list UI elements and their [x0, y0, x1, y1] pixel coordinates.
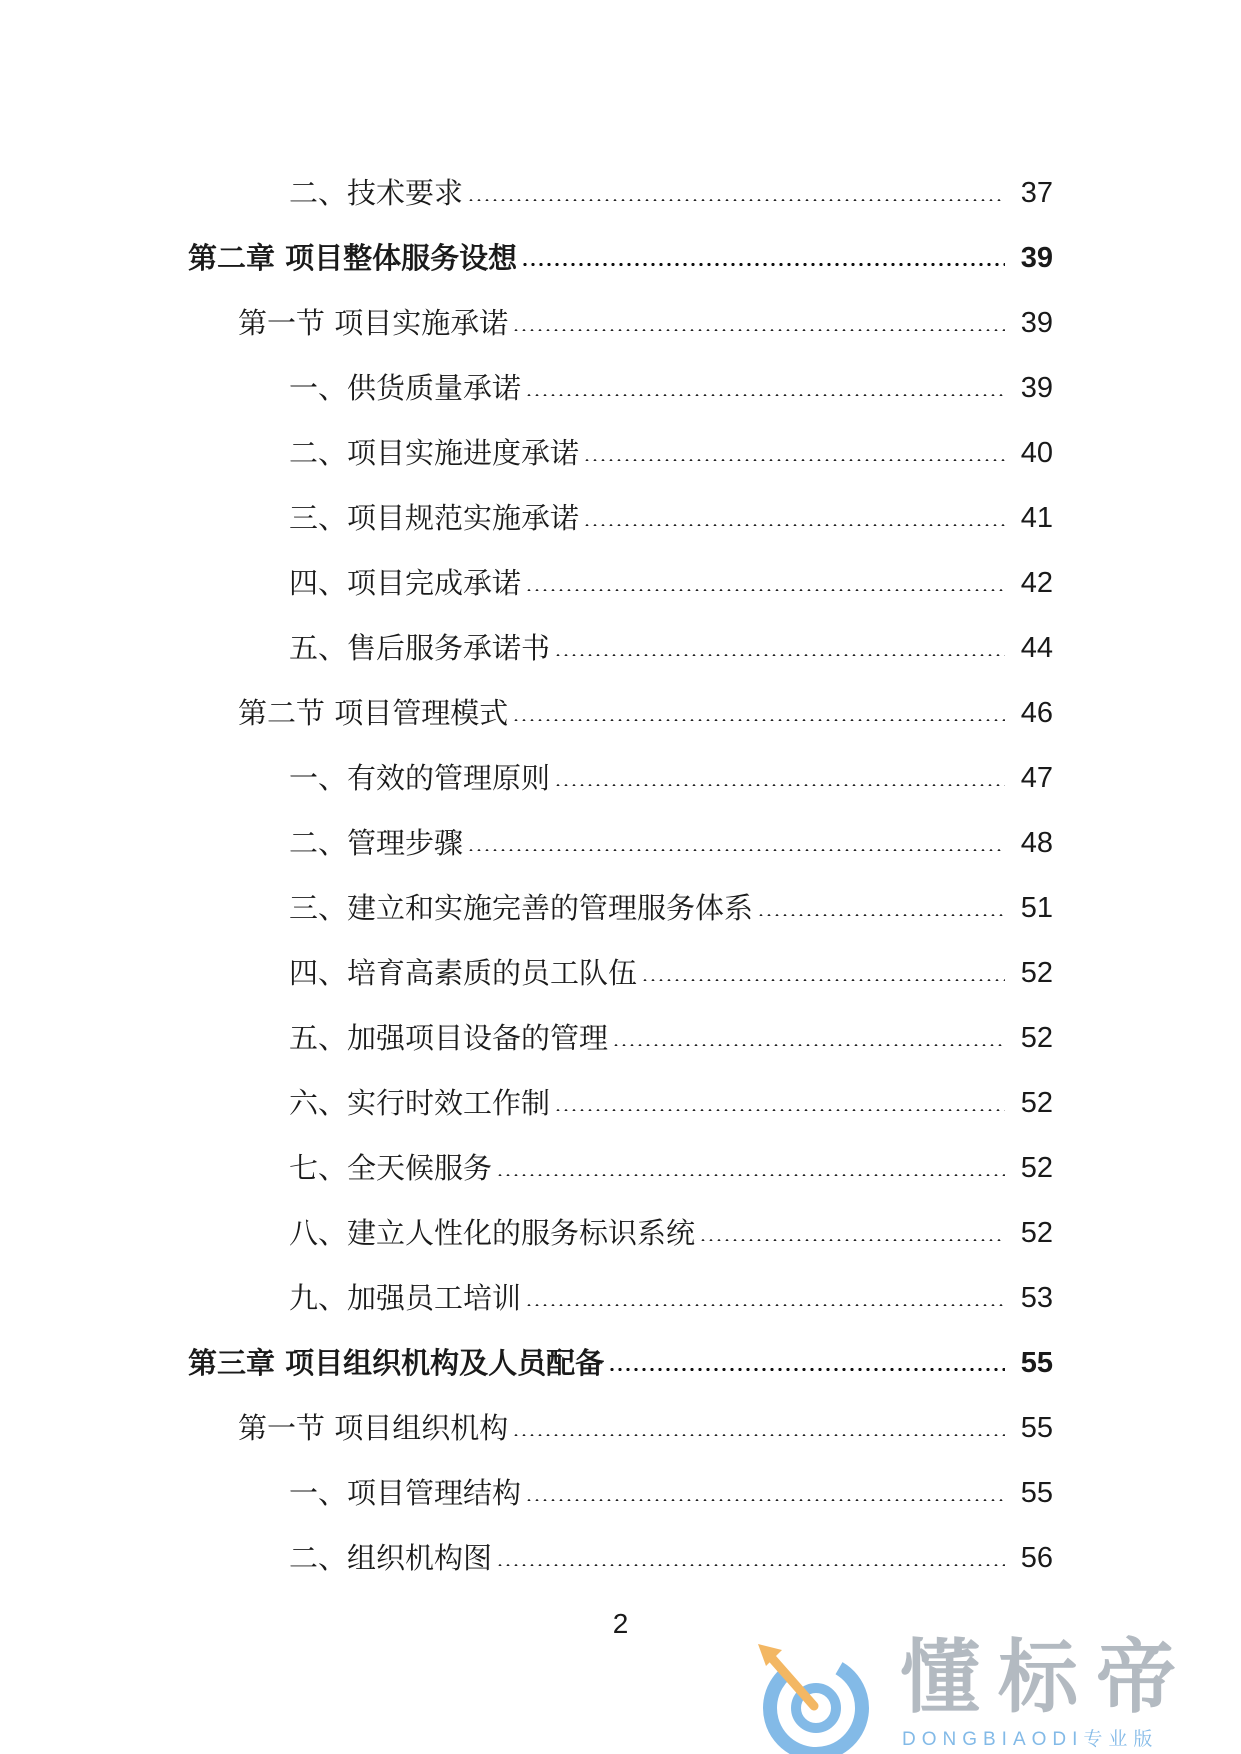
toc-dot-leader: [525, 589, 1005, 591]
toc-dot-leader: [496, 1174, 1005, 1176]
toc-entry-title: 二、管理步骤: [289, 825, 464, 860]
toc-entry-page: 52: [1020, 1086, 1053, 1119]
toc-entry-title: 二、技术要求: [289, 175, 464, 210]
toc-entry-page: 48: [1020, 826, 1053, 859]
toc-dot-leader: [757, 914, 1005, 916]
toc-entry-page: 42: [1020, 566, 1053, 599]
toc-entry[interactable]: [0, 550, 1241, 615]
toc-entry[interactable]: [0, 1395, 1241, 1460]
target-arrow-icon: [752, 1636, 892, 1754]
toc-entry[interactable]: [0, 420, 1241, 485]
toc-entry[interactable]: [0, 290, 1241, 355]
toc-entry-page: 44: [1020, 631, 1053, 664]
toc-entry-title: 第二章 项目整体服务设想: [188, 240, 518, 275]
toc-entry-title: 一、供货质量承诺: [289, 370, 522, 405]
toc-entry-page: 46: [1020, 696, 1053, 729]
toc-dot-leader: [554, 654, 1005, 656]
toc-dot-leader: [525, 394, 1005, 396]
toc-dot-leader: [554, 784, 1005, 786]
toc-entry-title: 一、有效的管理原则: [289, 760, 551, 795]
toc-entry[interactable]: [0, 940, 1241, 1005]
toc-entry-page: 37: [1020, 176, 1053, 209]
watermark-title: 懂标帝: [900, 1631, 1194, 1724]
toc-entry[interactable]: [0, 615, 1241, 680]
toc-entry[interactable]: [0, 1135, 1241, 1200]
toc-entry[interactable]: [0, 160, 1241, 225]
toc-dot-leader: [512, 1434, 1005, 1436]
toc-entry[interactable]: [0, 1200, 1241, 1265]
toc-entry-title: 五、售后服务承诺书: [289, 630, 551, 665]
toc-entry[interactable]: [0, 225, 1241, 290]
page-number: 2: [612, 1608, 629, 1639]
toc-entry-title: 第一节 项目组织机构: [238, 1410, 509, 1445]
toc-entry-title: 四、项目完成承诺: [289, 565, 522, 600]
toc-entry[interactable]: [0, 1330, 1241, 1395]
toc-dot-leader: [496, 1564, 1005, 1566]
toc-entry-page: 52: [1020, 956, 1053, 989]
toc-entry-page: 52: [1020, 1021, 1053, 1054]
toc-entry[interactable]: [0, 485, 1241, 550]
toc-dot-leader: [608, 1368, 1005, 1372]
toc-entry-page: 41: [1020, 501, 1053, 534]
toc-dot-leader: [583, 459, 1005, 461]
toc-dot-leader: [699, 1239, 1005, 1241]
toc-dot-leader: [554, 1109, 1005, 1111]
toc-dot-leader: [612, 1044, 1005, 1046]
toc-entry-page: 39: [1020, 371, 1053, 404]
toc-entry-page: 52: [1020, 1151, 1053, 1184]
toc-entry-title: 第一节 项目实施承诺: [238, 305, 509, 340]
toc-entry-title: 七、全天候服务: [289, 1150, 493, 1185]
toc-entry-title: 六、实行时效工作制: [289, 1085, 551, 1120]
toc-entry-page: 55: [1020, 1476, 1053, 1509]
toc-entry-title: 三、建立和实施完善的管理服务体系: [289, 890, 754, 925]
toc-entry[interactable]: [0, 745, 1241, 810]
toc-dot-leader: [641, 979, 1005, 981]
toc-entry-page: 47: [1020, 761, 1053, 794]
toc-entry-title: 二、项目实施进度承诺: [289, 435, 580, 470]
toc-entry-title: 五、加强项目设备的管理: [289, 1020, 609, 1055]
toc-dot-leader: [467, 199, 1005, 201]
toc-entry[interactable]: [0, 1005, 1241, 1070]
toc-entry[interactable]: [0, 1460, 1241, 1525]
toc-entry-page: 52: [1020, 1216, 1053, 1249]
toc-entry[interactable]: [0, 1525, 1241, 1590]
toc-entry-title: 九、加强员工培训: [289, 1280, 522, 1315]
watermark: [752, 1631, 1241, 1754]
toc-entry-page: 39: [1020, 241, 1053, 274]
toc-entry-title: 四、培育高素质的员工队伍: [289, 955, 638, 990]
toc-entry[interactable]: [0, 1070, 1241, 1135]
toc-entry-title: 三、项目规范实施承诺: [289, 500, 580, 535]
toc-dot-leader: [525, 1499, 1005, 1501]
toc-entry-page: 51: [1020, 891, 1053, 924]
toc-dot-leader: [512, 719, 1005, 721]
toc-entry[interactable]: [0, 680, 1241, 745]
toc-entry-page: 39: [1020, 306, 1053, 339]
toc-entry-page: 55: [1020, 1411, 1053, 1444]
toc-entry[interactable]: [0, 810, 1241, 875]
toc-entry-title: 第二节 项目管理模式: [238, 695, 509, 730]
toc-entry-page: 40: [1020, 436, 1053, 469]
toc-dot-leader: [512, 329, 1005, 331]
toc-dot-leader: [521, 263, 1005, 267]
toc-entry-title: 一、项目管理结构: [289, 1475, 522, 1510]
toc-dot-leader: [467, 849, 1005, 851]
table-of-contents: [0, 160, 1241, 1590]
toc-entry[interactable]: [0, 355, 1241, 420]
toc-entry-page: 56: [1020, 1541, 1053, 1574]
watermark-subtitle: DONGBIAODI专业版: [902, 1729, 1159, 1750]
toc-dot-leader: [583, 524, 1005, 526]
toc-entry-title: 八、建立人性化的服务标识系统: [289, 1215, 696, 1250]
toc-entry[interactable]: [0, 875, 1241, 940]
toc-dot-leader: [525, 1304, 1005, 1306]
toc-entry-title: 二、组织机构图: [289, 1540, 493, 1575]
toc-entry-page: 55: [1020, 1346, 1053, 1379]
toc-entry[interactable]: [0, 1265, 1241, 1330]
toc-entry-title: 第三章 项目组织机构及人员配备: [188, 1345, 605, 1380]
toc-entry-page: 53: [1020, 1281, 1053, 1314]
